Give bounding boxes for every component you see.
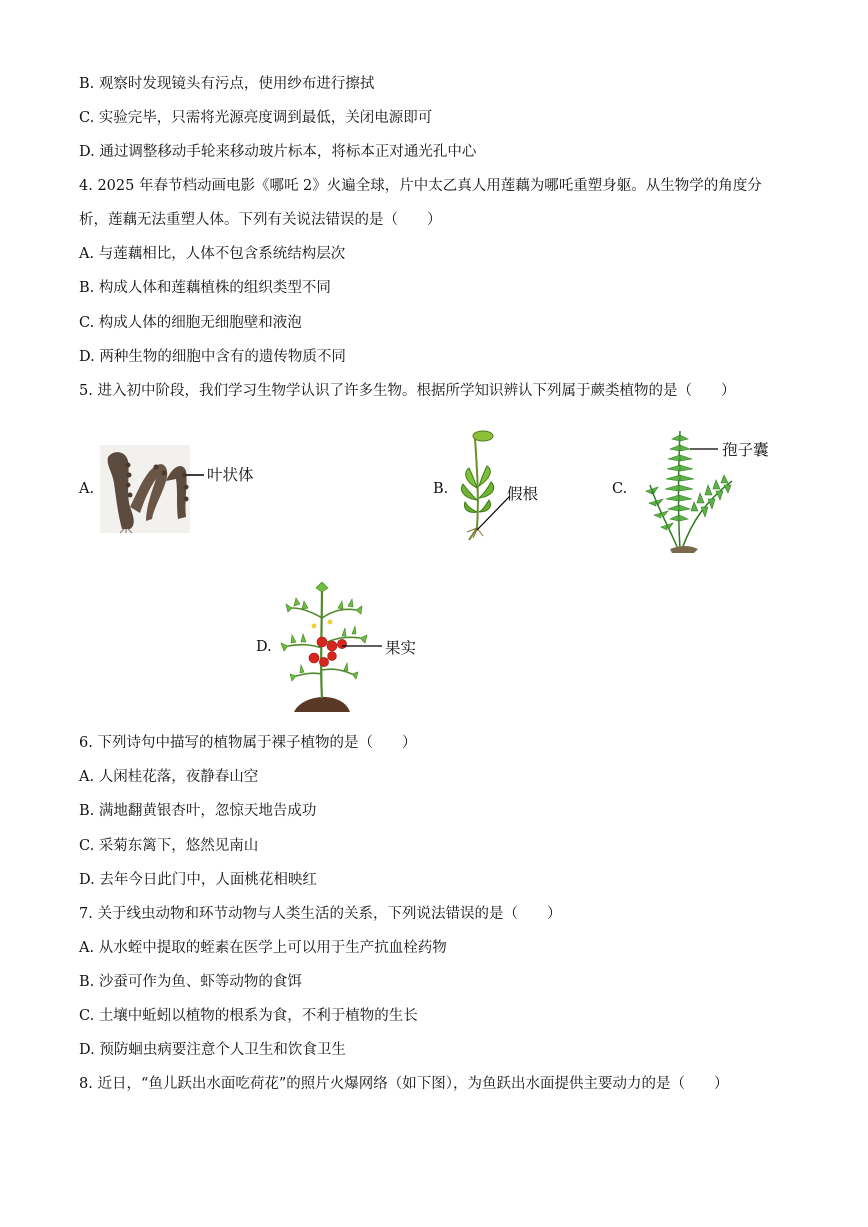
fig-c-letter: C. bbox=[612, 481, 628, 497]
q3-option-d: D. 通过调整移动手轮来移动玻片标本，将标本正对通光孔中心 bbox=[79, 144, 477, 160]
fig-d-label: 果实 bbox=[385, 639, 417, 657]
q6-option-d: D. 去年今日此门中，人面桃花相映红 bbox=[79, 872, 317, 888]
moss-image bbox=[455, 428, 515, 543]
q7-option-a: A. 从水蛭中提取的蛭素在医学上可以用于生产抗血栓药物 bbox=[79, 940, 447, 956]
q5-stem: 5. 进入初中阶段，我们学习生物学认识了许多生物。根据所学知识辨认下列属于蕨类植物的是（ ） bbox=[79, 383, 736, 399]
q7-option-d: D. 预防蛔虫病要注意个人卫生和饮食卫生 bbox=[79, 1042, 346, 1058]
fig-a-label: 叶状体 bbox=[207, 466, 254, 484]
fig-b-label: 假根 bbox=[507, 485, 539, 503]
q6-stem: 6. 下列诗句中描写的植物属于裸子植物的是（ ） bbox=[79, 735, 417, 751]
q4-option-c: C. 构成人体的细胞无细胞壁和液泡 bbox=[79, 315, 302, 331]
fig-a-letter: A. bbox=[79, 481, 95, 497]
q6-option-b: B. 满地翻黄银杏叶，忽惊天地告成功 bbox=[79, 803, 317, 819]
q3-option-c: C. 实验完毕，只需将光源亮度调到最低，关闭电源即可 bbox=[79, 110, 433, 126]
fig-c-label: 孢子囊 bbox=[722, 441, 769, 459]
q7-option-b: B. 沙蚕可作为鱼、虾等动物的食饵 bbox=[79, 974, 302, 990]
fig-b-letter: B. bbox=[433, 481, 449, 497]
q3-option-b: B. 观察时发现镜头有污点，使用纱布进行擦拭 bbox=[79, 76, 375, 92]
q7-stem: 7. 关于线虫动物和环节动物与人类生活的关系，下列说法错误的是（ ） bbox=[79, 906, 562, 922]
seaweed-image bbox=[100, 445, 190, 535]
q8-stem: 8. 近日，“鱼儿跃出水面吃荷花”的照片火爆网络（如下图），为鱼跃出水面提供主要动力的是（ ） bbox=[79, 1076, 729, 1092]
q6-option-a: A. 人闲桂花落，夜静春山空 bbox=[79, 769, 259, 785]
q4-stem-line1: 4. 2025 年春节档动画电影《哪吒 2》火遍全球，片中太乙真人用莲藕为哪吒重塑身躯。从生物学的角度分 bbox=[79, 178, 762, 194]
tomato-plant-image bbox=[278, 578, 386, 716]
q7-option-c: C. 土壤中蚯蚓以植物的根系为食，不利于植物的生长 bbox=[79, 1008, 418, 1024]
q4-stem-line2: 析，莲藕无法重塑人体。下列有关说法错误的是（ ） bbox=[79, 212, 442, 228]
q4-option-a: A. 与莲藕相比，人体不包含系统结构层次 bbox=[79, 246, 346, 262]
q4-option-b: B. 构成人体和莲藕植株的组织类型不同 bbox=[79, 280, 331, 296]
q4-option-d: D. 两种生物的细胞中含有的遗传物质不同 bbox=[79, 349, 346, 365]
q6-option-c: C. 采菊东篱下，悠然见南山 bbox=[79, 838, 259, 854]
fig-d-letter: D. bbox=[256, 639, 272, 655]
